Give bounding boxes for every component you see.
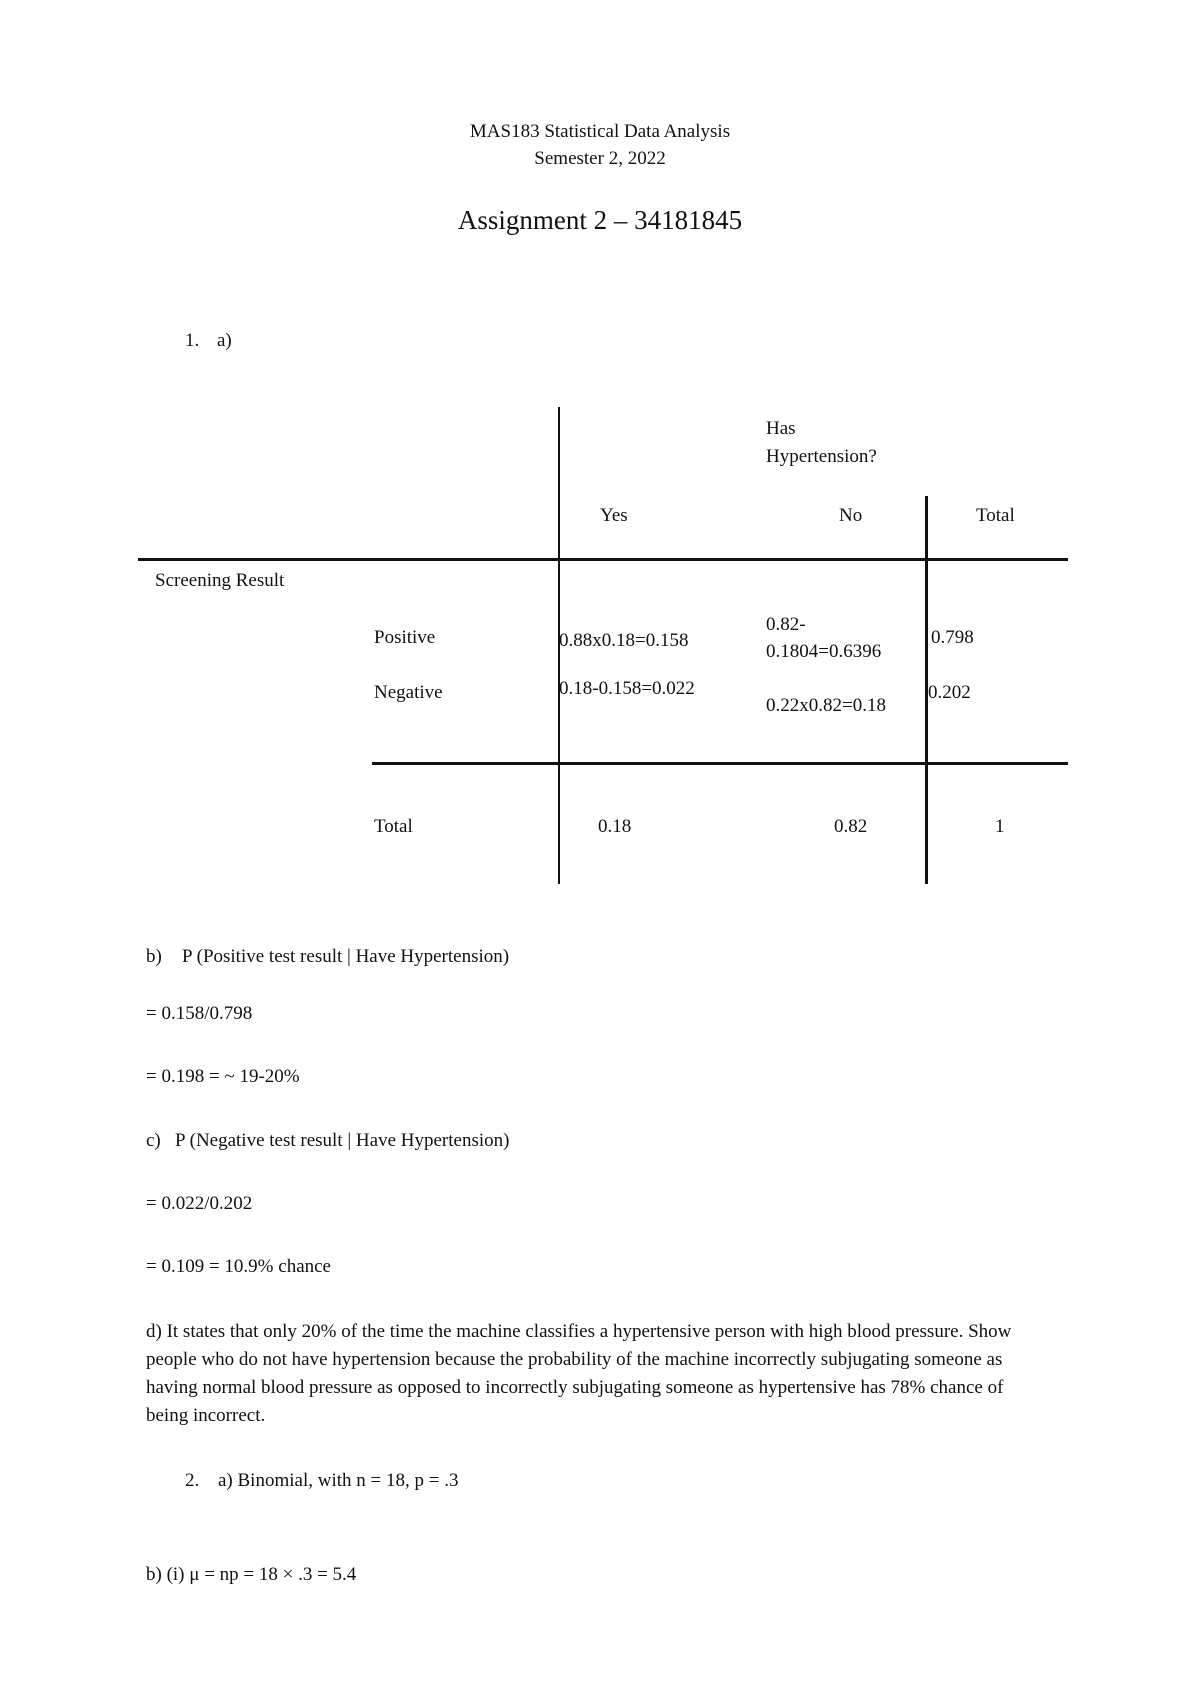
question-1b-step2: = 0.198 = ~ 19-20% (146, 1066, 300, 1087)
cell-positive-no-line1: 0.82- (766, 614, 806, 635)
question-1c-prompt: P (Negative test result | Have Hypertension) (175, 1130, 510, 1151)
column-header-no: No (839, 505, 863, 526)
column-header-total: Total (976, 505, 1015, 526)
semester-line: Semester 2, 2022 (534, 148, 666, 169)
question-2a-answer: a) Binomial, with n = 18, p = .3 (218, 1470, 459, 1491)
column-group-header-line2: Hypertension? (766, 446, 877, 467)
row-label-negative: Negative (374, 682, 443, 703)
question-1-number: 1. (185, 330, 200, 351)
row-label-total: Total (374, 816, 413, 837)
question-1b-step1: = 0.158/0.798 (146, 1003, 253, 1024)
question-1c-step2: = 0.109 = 10.9% chance (146, 1256, 331, 1277)
question-2b-i-answer: b) (i) μ = np = 18 × .3 = 5.4 (146, 1564, 357, 1585)
table-total-rule (372, 762, 1068, 765)
cell-negative-total: 0.202 (928, 682, 971, 703)
question-1c-label: c) (146, 1130, 161, 1151)
question-1b-prompt: P (Positive test result | Have Hypertension) (182, 946, 510, 967)
cell-positive-total: 0.798 (931, 627, 974, 648)
row-label-positive: Positive (374, 627, 436, 648)
cell-positive-no-line2: 0.1804=0.6396 (766, 641, 882, 662)
cell-positive-yes: 0.88x0.18=0.158 (559, 630, 689, 651)
cell-total-total: 1 (995, 816, 1005, 837)
question-1a-label: a) (217, 330, 232, 351)
question-2-number: 2. (185, 1470, 200, 1491)
table-header-rule (138, 558, 1068, 561)
question-1b-label: b) (146, 946, 162, 967)
cell-negative-no: 0.22x0.82=0.18 (766, 695, 886, 716)
cell-negative-yes: 0.18-0.158=0.022 (559, 678, 695, 699)
course-title: MAS183 Statistical Data Analysis (469, 121, 731, 142)
assignment-title: Assignment 2 – 34181845 (457, 205, 743, 235)
row-group-label: Screening Result (155, 570, 285, 591)
question-1d-answer: d) It states that only 20% of the time the machine classifies a hypertensive person with high blood pressure. Show people who do not have hypertension because the probability of the machine incorrectly subjugating someone as having normal blood pressure as opposed to incorrectly subjugating someone as hypertensive has 78% chance of being incorrect. (146, 1321, 1012, 1426)
cell-total-no: 0.82 (834, 816, 868, 837)
question-1c-step1: = 0.022/0.202 (146, 1193, 253, 1214)
cell-total-yes: 0.18 (598, 816, 632, 837)
column-group-header-line1: Has (766, 418, 796, 439)
column-header-yes: Yes (600, 505, 628, 526)
